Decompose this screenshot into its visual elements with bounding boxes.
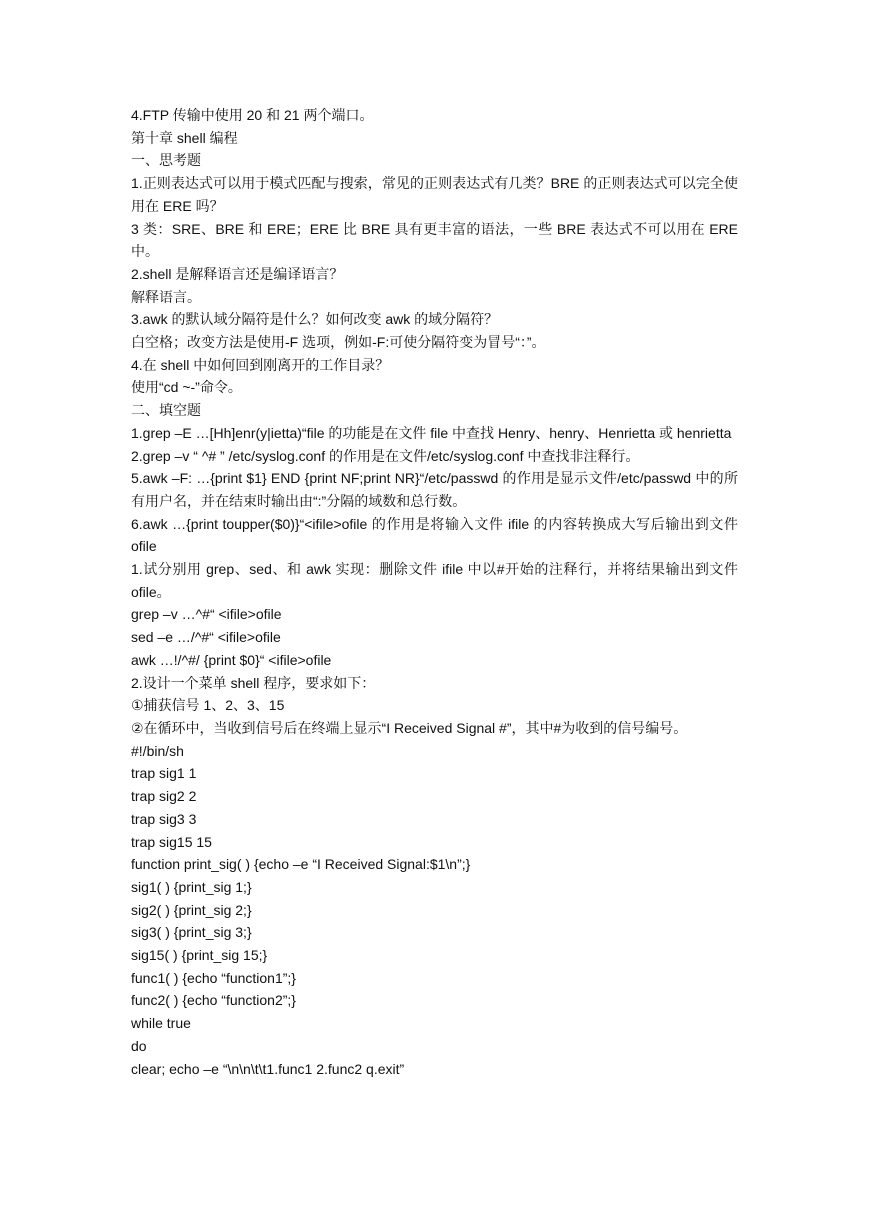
question: 1.正则表达式可以用于模式匹配与搜索，常见的正则表达式有几类？BRE 的正则表达式可以完全使用在 ERE 吗？ (131, 175, 738, 214)
code-line: sig2( ) {print_sig 2;} (131, 901, 252, 918)
code-line: sed –e …/^#“ <ifile>ofile (131, 629, 281, 646)
code-line: #!/bin/sh (131, 742, 184, 759)
code-line: trap sig1 1 (131, 765, 197, 782)
code-line: sig1( ) {print_sig 1;} (131, 878, 252, 895)
answer: 使用“cd ~-”命令。 (131, 379, 242, 396)
code-line: func1( ) {echo “function1”;} (131, 969, 296, 986)
code-line: while true (131, 1015, 191, 1032)
fill-blank-item: 5.awk –F: …{print $1} END {print NF;print NR}“/etc/passwd 的作用是显示文件/etc/passwd 中的所有用户名，并在结束时输出由“:”分隔的域数和总行数。 (131, 470, 738, 509)
exercise-item: 1.试分别用 grep、sed、和 awk 实现：删除文件 ifile 中以#开始的注释行，并将结果输出到文件 ofile。 (131, 561, 738, 600)
fill-blank-item: 6.awk …{print toupper($0)}“<ifile>ofile 的作用是将输入文件 ifile 的内容转换成大写后输出到文件 ofile (131, 515, 738, 555)
code-line: do (131, 1037, 147, 1054)
question: 4.在 shell 中如何回到刚离开的工作目录？ (131, 356, 390, 373)
requirement-item: ②在循环中，当收到信号后在终端上显示“I Received Signal #”，其中#为收到的信号编号。 (131, 719, 688, 736)
section-heading: 二、填空题 (131, 402, 201, 419)
question: 3.awk 的默认域分隔符是什么？如何改变 awk 的域分隔符？ (131, 311, 499, 328)
code-line: awk …!/^#/ {print $0}“ <ifile>ofile (131, 651, 332, 668)
fill-blank-item: 1.grep –E …[Hh]enr(y|ietta)“file 的功能是在文件 file 中查找 Henry、henry、Henrietta 或 henrietta (131, 424, 732, 441)
code-line: function print_sig( ) {echo –e “I Received Signal:$1\n”;} (131, 856, 471, 873)
code-line: sig3( ) {print_sig 3;} (131, 924, 252, 941)
paragraph: 4.FTP 传输中使用 20 和 21 两个端口。 (131, 107, 374, 123)
code-line: sig15( ) {print_sig 15;} (131, 947, 268, 964)
chapter-heading: 第十章 shell 编程 (131, 129, 238, 146)
exercise-item: 2.设计一个菜单 shell 程序，要求如下： (131, 674, 376, 691)
answer: 白空格；改变方法是使用-F 选项，例如-F:可使分隔符变为冒号“：”。 (131, 334, 546, 351)
answer: 3 类：SRE、BRE 和 ERE；ERE 比 BRE 具有更丰富的语法，一些 BRE 表达式不可以用在 ERE 中。 (131, 220, 738, 260)
code-line: clear; echo –e “\n\n\t\t1.func1 2.func2 q.exit” (131, 1060, 405, 1077)
code-line: trap sig2 2 (131, 788, 197, 805)
fill-blank-item: 2.grep –v “ ^# ” /etc/syslog.conf 的作用是在文件/etc/syslog.conf 中查找非注释行。 (131, 447, 640, 464)
code-line: trap sig3 3 (131, 810, 197, 827)
code-line: trap sig15 15 (131, 833, 212, 850)
code-line: func2( ) {echo “function2”;} (131, 992, 296, 1009)
requirement-item: ①捕获信号 1、2、3、15 (131, 697, 285, 714)
section-heading: 一、思考题 (131, 152, 201, 169)
question: 2.shell 是解释语言还是编译语言？ (131, 265, 344, 282)
code-line: grep –v …^#“ <ifile>ofile (131, 606, 282, 623)
answer: 解释语言。 (131, 288, 201, 305)
document-page (131, 104, 738, 1080)
